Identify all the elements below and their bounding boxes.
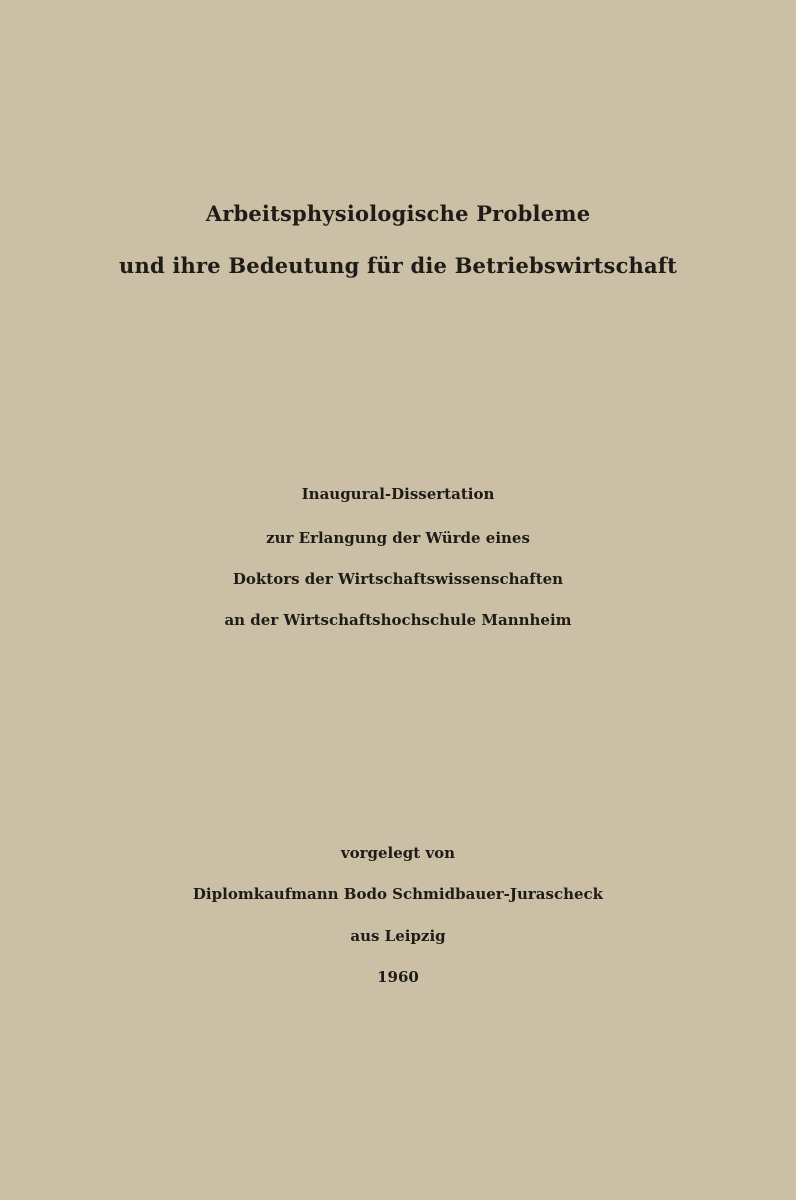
publication-year: 1960 <box>377 968 419 986</box>
dissertation-line-3: Doktors der Wirtschaftswissenschaften <box>232 570 564 588</box>
dissertation-line-2: zur Erlangung der Würde eines <box>266 529 530 547</box>
title-line-2: und ihre Bedeutung für die Betriebswirtschaft <box>119 253 677 278</box>
author-name: Diplomkaufmann Bodo Schmidbauer-Jurascheck <box>192 885 604 903</box>
author-origin: aus Leipzig <box>350 927 446 945</box>
presented-by: vorgelegt von <box>340 844 456 862</box>
dissertation-line-4: an der Wirtschaftshochschule Mannheim <box>224 611 572 629</box>
dissertation-line-1: Inaugural-Dissertation <box>301 485 495 503</box>
title-line-1: Arbeitsphysiologische Probleme <box>205 201 591 226</box>
